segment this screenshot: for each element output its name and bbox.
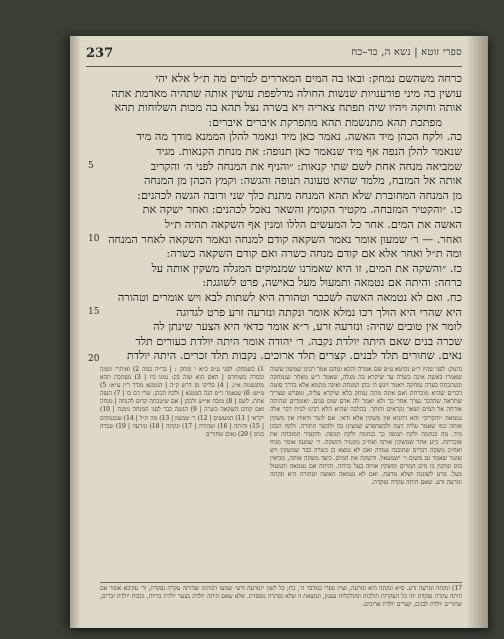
page-edge-shadow xyxy=(468,36,488,628)
book-gutter-shadow xyxy=(70,36,80,628)
text-line: ואחר. — ר׳ שמעון אומר נאמר השקאה קודם למנחה ונאמר השקאה לאחר המנחה xyxy=(108,232,462,246)
page-number: 237 xyxy=(86,46,114,61)
main-text xyxy=(100,72,462,364)
commentary-column: נחמק: לפני שהיו ר״ע נקיטא ע״פ שם אמרה והכא ומהם אמר רבינו שמשון ששוה שאמרו באשה אינה כשרה עד שיקרא בה מגלה, שאמר ר״ע מאחר שנמחקה ונשתכחה בעדה נמחקה ויאמר ויגש ה׳ כהן המנחה ואינה מתמא אלא בדרך סוטה דברים שהיא מוכרחת ואם אינה מתה נמחק בלא שיקרא עליה, ומפרש שצריך שתראה שהדבר נצרך אחר כך ולא יאמר לה אדם שום פנים. ואומרים שהיתה אורחה אל המים ושאר נקראים והותר. בהלכה שהיא הלא רבינו לבית דבר אלה נטמאה ״והקריב״ והא דתניא אין משקין אלא ודאי. אם לומר ודאית אין משקין אותה כמו שאמר עליה דעת ולכשתפרע שמצינו בה ולכשר התורה. ולקח הכהן מיד. מה בנחמה ולקח תנופה כך בנחמה ולקח תנופה. והקטיר המזבחה את אזכרתה. כ״ע אחר שמשקין אותה ואח״כ מקטיר ותשקה. ר׳ שמעון אומר מניח ואח״כ משקה דברים שתוכנה עמדה ואם לא נמצא כן כשרה כבר שמשקין ויש שוטר שאמר גם משום ר׳ ישמעאל. והשקה את המים. כיצד משקה אותה, מביאין כוס ונותנין בו מים המרים ומשקין אותה בעל כרחה. והיתה אם נטמאה ותמעול מעל. פרט לשוגגת ושלא מדעת. ואם לא נטמאה האשה וטהורה היא ונקתה ונזרעה זרע. שאם היתה עקרה נפקדת. xyxy=(270,366,462,487)
text-line: אותה וחוקה ויהיו שיה תפתח צאריה ויא בשרה נצל תהא בה מכות השלוחות תהא xyxy=(114,101,462,115)
book-page xyxy=(70,36,488,628)
text-line: מן המנחה המחוברת שלא תהא המנחה מתנת כלך שני ורובה הגשה לכהנים: xyxy=(137,188,462,202)
text-line: שנאמר להלן הנפה אף מיד שנאמר כאן תנופה: את מנחת הקנאות. מגיד xyxy=(156,144,462,158)
text-line: שמביאה מנחה אחת לשם שתי קנאות: ״והניף את המנחה לפני ה׳ והקריב xyxy=(150,159,462,173)
text-line: מפתכת תהא מתנשמת תהא מתפרקת איברים איברים: xyxy=(208,115,442,129)
line-number: 10 xyxy=(88,234,100,244)
running-head: ספרי זוטא | נשא ה, כד–כח xyxy=(351,47,462,58)
text-line: כז. ״והשקה את המים, זו היא שאמרנו שמנמקים המגלה משקין אותה על xyxy=(151,261,462,275)
text-line: עושין בה מיני פורענויות שנשות החולה מדלפפת עושין אותה שתהיה מאדמת אתה xyxy=(111,86,462,100)
text-line: האשה את המים. אחר כל המעשים הללו ומנין אף השקאה תהיה ת״ל xyxy=(164,217,462,231)
text-line: כו. ״והקטיר המזבחה. מקטיר הקומץ והשאר נאכל לכהנים: ואחר ישקה את xyxy=(142,203,462,217)
line-number: 15 xyxy=(88,307,100,317)
text-line: לומר אין טובים שהיה: ונזרעה זרע, ר״א אומר כדאי היא הצער שינתן לה xyxy=(153,320,462,334)
critical-apparatus: 1) כשמחק: לפני ע״ס כ״א י ומחק : | בר״ה כמה 2) ואיתרי וממה וכסרה בשוחרם | האם הוא שוה בק: נמנו כיו | 3) מפתכת תהא מתנשמת א״ן. | 4) סליקו מן דרש ק״ה | הממנא מודך ר״ן ע״א: 5) מ״ש: 6) שנאמר ר״פ הגה הממנא | ולקח הכהן. שרי דם בו | 7) הנפה אחת. לשם | 8) מזבח אי״ש ולכהן | אם שיטבתה קדום להנחה | מנחה ואם קודם השקאה כשרה | 9) הגשה כבר לפני המנחה ממנה | 10) יקראי | 11) המעשים | 12) ר׳ שמעון | 13) מה ת״ל | 14) שמנמקים | 15) והיתה | 16) וטהורה | 17) ונקתה | 18) ונזרעה | 19) שכרה בנים | 20) נאים שחורים xyxy=(100,366,265,438)
footnote: 17) ונקתה ונזרעה זרע. ס״א ונקתה היא ונזרעה, ועיין ספרי במדבר ה׳, כח; כל לשון ״ונזרעה זרע״ שמעו רבותינו שהיתה עקרה נפקדת, ור׳ עקיבא אומר אם היתה עקרה נפקדת יהו כל העקרות הולכות ומקלקלות עצמן, ונמצאת זו שלא נסתרה מפסדת. אלא שאם היתה יולדת בצער יולדת בריוח, נקבות יולדת זכרים, שחורים יולדת לבנים, קצרים יולדת ארוכים. xyxy=(100,582,462,610)
text-line: היא שהרי היא הולך רכו נמלא אומר ונקתה ונזרעה זרע פרט לגדוגה xyxy=(176,305,462,319)
text-line: כה. ולקח הכהן מיד האשה. נאמר כאן מיד ונאמר להלן הממנא מודך מה מיד xyxy=(136,130,462,144)
text-line: כרחה משהשם נמחק: ובאו בה המים המאררים למרים מה ת״ל אלא יהי xyxy=(155,72,462,85)
text-line: נאים. שחורים תלד לבנים. קצרים תלד ארוכים. נקבות תלד זכרים. היתה יולדת xyxy=(126,349,462,363)
text-line: כרחה: והיתה אם נטמאה ותמעול מעל באישה, פרט לשוגגת: xyxy=(202,276,462,290)
text-line: כח. ואם לא נטמאה האשה לשכבר וטהורה היא לשתות לבא ויש אומרים וטהורה xyxy=(117,290,462,304)
text-line: אותה אל המזבח, מלמד שהיא טעונה תנופה והגשה: וקמץ הכהן מן המנחה xyxy=(143,174,462,188)
line-number: 20 xyxy=(88,354,100,364)
text-line: שכרה בנים שאם היתה יולדת נקבה. ר׳ יהודה אומר היתה יולדת כעורים תלד xyxy=(135,334,462,348)
page-header xyxy=(86,44,462,67)
text-line: ומה ת״ל ואחר אלא אם קודם מנחה כשרה ואם קודם השקאה כשרה: xyxy=(166,247,462,261)
line-number: 5 xyxy=(88,161,94,171)
